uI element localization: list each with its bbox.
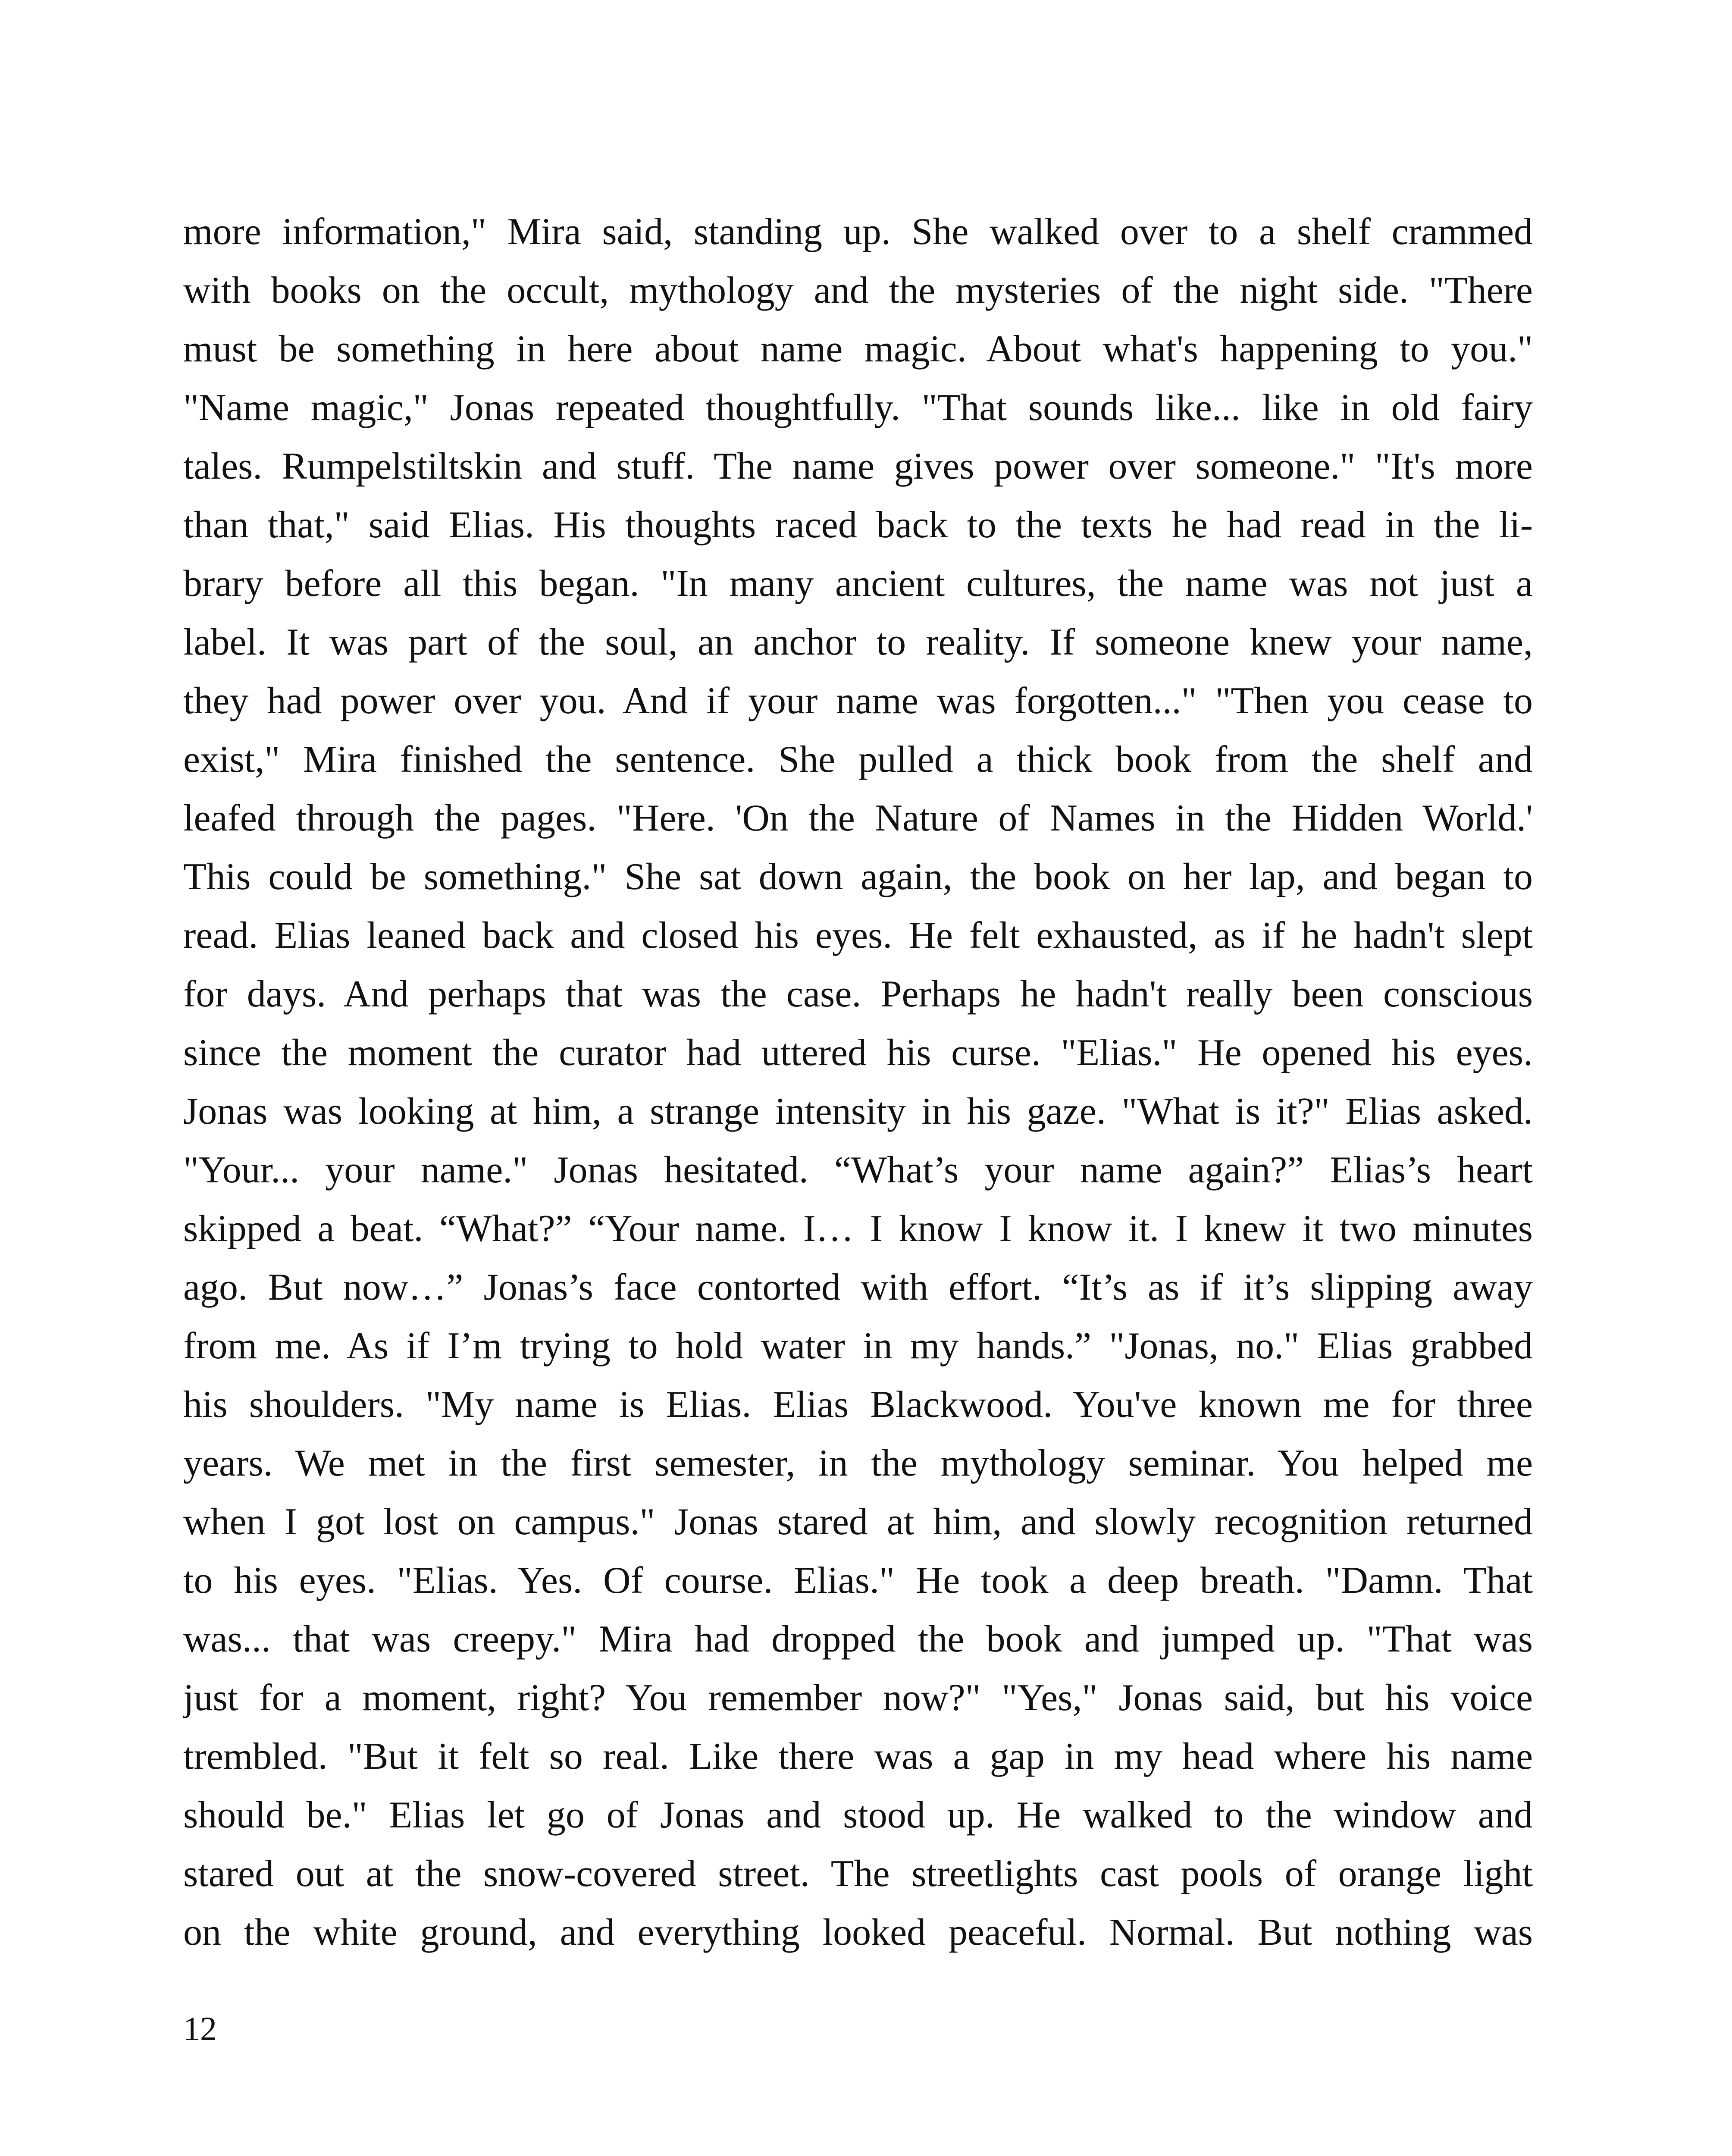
text-line: to his eyes. "Elias. Yes. Of course. Elias." He took a deep breath. "Damn. That <box>183 1560 1533 1601</box>
text-line: trembled. "But it felt so real. Like there was a gap in my head where his name <box>183 1736 1533 1777</box>
text-line: was... that was creepy." Mira had dropped the book and jumped up. "That was <box>183 1618 1533 1660</box>
text-line: ago. But now…” Jonas’s face contorted with effort. “It’s as if it’s slipping away <box>183 1266 1533 1308</box>
text-line: since the moment the curator had uttered his curse. "Elias." He opened his eyes. <box>183 1032 1533 1074</box>
page-number: 12 <box>183 2010 217 2047</box>
text-line: on the white ground, and everything looked peaceful. Normal. But nothing was <box>183 1912 1533 1953</box>
text-line: skipped a beat. “What?” “Your name. I… I know I know it. I knew it two minutes <box>183 1208 1533 1250</box>
text-line: stared out at the snow-covered street. The streetlights cast pools of orange light <box>183 1853 1533 1895</box>
text-line: This could be something." She sat down again, the book on her lap, and began to <box>183 856 1533 898</box>
text-line: brary before all this began. "In many ancient cultures, the name was not just a <box>183 563 1533 605</box>
text-line: just for a moment, right? You remember now?" "Yes," Jonas said, but his voice <box>183 1677 1533 1719</box>
text-line: they had power over you. And if your name was forgotten..." "Then you cease to <box>183 680 1533 722</box>
text-line: with books on the occult, mythology and the mysteries of the night side. "There <box>183 270 1533 311</box>
text-line: Jonas was looking at him, a strange intensity in his gaze. "What is it?" Elias asked. <box>183 1091 1533 1132</box>
text-line: than that," said Elias. His thoughts raced back to the texts he had read in the li- <box>183 504 1533 546</box>
text-line: label. It was part of the soul, an anchor to reality. If someone knew your name, <box>183 621 1533 663</box>
text-line: "Your... your name." Jonas hesitated. “What’s your name again?” Elias’s heart <box>183 1149 1533 1191</box>
text-line: leafed through the pages. "Here. 'On the Nature of Names in the Hidden World.' <box>183 797 1533 839</box>
text-line: from me. As if I’m trying to hold water in my hands.” "Jonas, no." Elias grabbed <box>183 1325 1533 1367</box>
text-line: his shoulders. "My name is Elias. Elias Blackwood. You've known me for three <box>183 1384 1533 1426</box>
text-line: for days. And perhaps that was the case. Perhaps he hadn't really been conscious <box>183 973 1533 1015</box>
text-line: read. Elias leaned back and closed his eyes. He felt exhausted, as if he hadn't slept <box>183 915 1533 956</box>
text-line: years. We met in the first semester, in the mythology seminar. You helped me <box>183 1442 1533 1484</box>
text-line: tales. Rumpelstiltskin and stuff. The name gives power over someone." "It's more <box>183 445 1533 487</box>
text-line: when I got lost on campus." Jonas stared at him, and slowly recognition returned <box>183 1501 1533 1543</box>
text-line: should be." Elias let go of Jonas and stood up. He walked to the window and <box>183 1794 1533 1836</box>
text-line: must be something in here about name magic. About what's happening to you." <box>183 328 1533 370</box>
text-line: more information," Mira said, standing up. She walked over to a shelf crammed <box>183 211 1533 253</box>
body-text <box>183 203 1533 1962</box>
text-line: exist," Mira finished the sentence. She pulled a thick book from the shelf and <box>183 739 1533 780</box>
text-line: "Name magic," Jonas repeated thoughtfully. "That sounds like... like in old fairy <box>183 387 1533 429</box>
